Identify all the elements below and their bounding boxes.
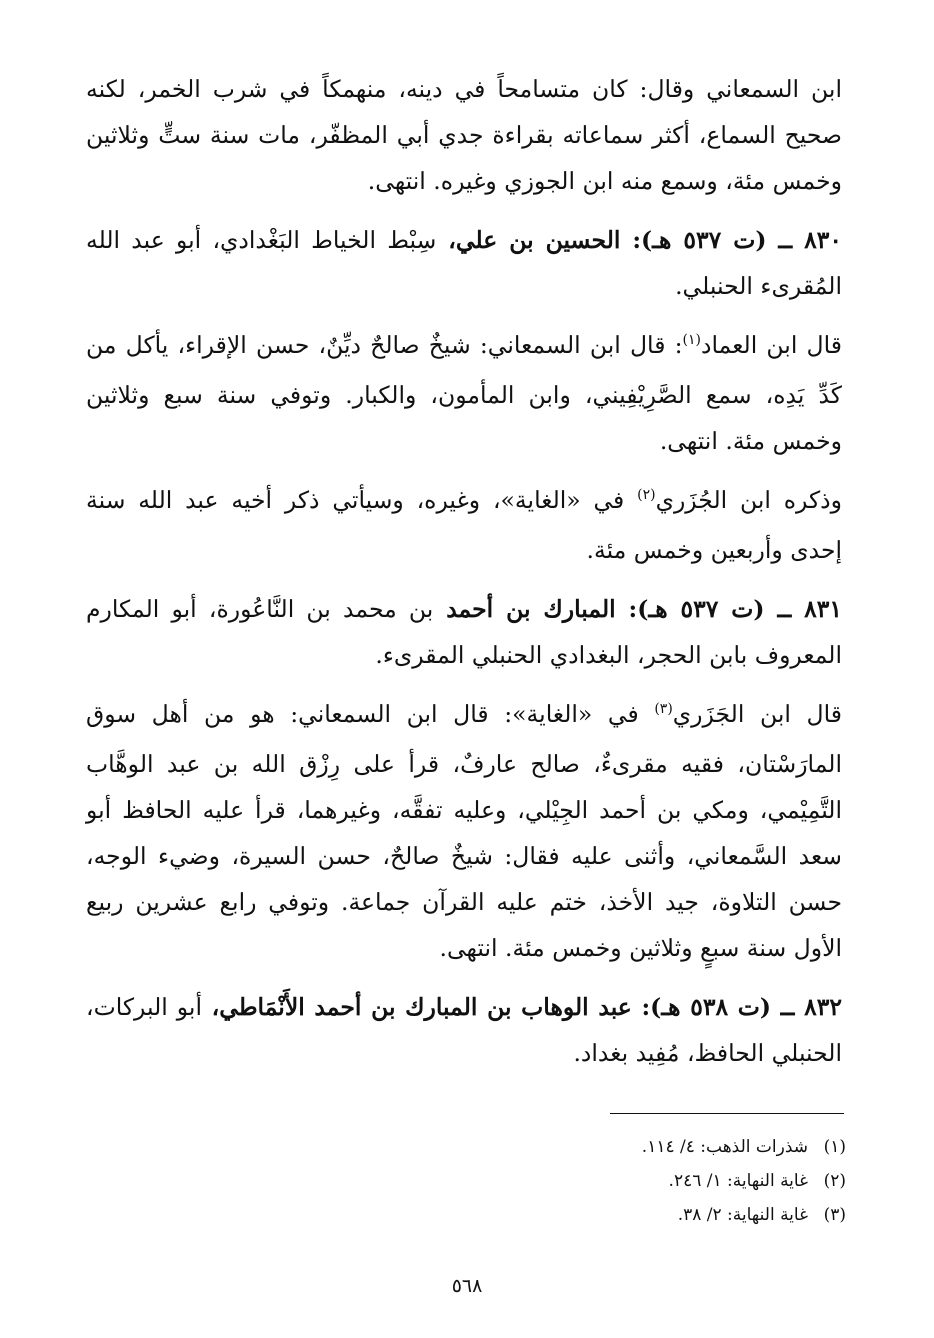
footnote-number: (٢) [823,1171,846,1191]
footnote-1 [446,1130,846,1164]
footnote-number: (١) [823,1137,846,1157]
entry-heading: ٨٣٠ ــ (ت ٥٣٧ هـ): الحسين بن علي، [436,226,843,254]
paragraph-text: في «الغاية»، وغيره، وسيأتي ذكر أخيه عبد الله سنة إحدى وأربعين وخمس مئة. [86,486,842,564]
footnote-reference: (١) [682,332,701,348]
paragraph-text: سِبْط الخياط البَغْدادي، أبو عبد الله المُقرىء الحنبلي. [86,226,842,300]
footnote-separator [610,1113,844,1114]
footnote-3 [446,1198,846,1232]
footnote-2 [446,1164,846,1198]
footnote-number: (٣) [823,1205,846,1225]
paragraph-p2 [86,217,842,309]
paragraph-text: قال ابن الجَزَري [672,700,842,728]
page-number: ٥٦٨ [451,1275,483,1297]
paragraph-p3 [86,322,842,464]
paragraph-text: وذكره ابن الجُزَري [655,486,842,514]
paragraph-text: ابن السمعاني وقال: كان متسامحاً في دينه، منهمكاً في شرب الخمر، لكنه صحيح السماع، أكثر سماعاته بقراءة جدي أبي المظفّر، مات سنة ستٍّ وثلاثين وخمس مئة، وسمع منه ابن الجوزي وغيره. انتهى. [86,75,842,195]
paragraph-text: : قال ابن السمعاني: شيخٌ صالحٌ ديِّنٌ، حسن الإقراء، يأكل من كَدِّ يَدِه، سمع الصَّرِيْفِيني، وابن المأمون، والكبار. وتوفي سنة سبع وثلاثين وخمس مئة. انتهى. [86,331,842,455]
paragraph-p7 [86,984,842,1076]
entry-heading: ٨٣٢ ــ (ت ٥٣٨ هـ): عبد الوهاب بن المبارك بن أحمد الأَنْمَاطي، [201,993,842,1021]
paragraph-p6 [86,691,842,971]
paragraph-p4 [86,477,842,573]
footnotes [446,1130,846,1232]
paragraph-p5 [86,586,842,678]
footnote-reference: (٣) [654,701,673,717]
main-text [86,66,842,1089]
paragraph-text: أبو البركات، الحنبلي الحافظ، مُفِيد بغداد. [86,993,842,1067]
footnote-text: غاية النهاية: ٢/ ٣٨. [677,1205,808,1225]
paragraph-text: في «الغاية»: قال ابن السمعاني: هو من أهل سوق المارَسْتان، فقيه مقرىءٌ، صالح عارفٌ، قرأ على رِزْق الله بن عبد الوهَّاب التَّمِيْمي، ومكي بن أحمد الجِيْلي، وعليه تفقَّه، وغيرهما، قرأ عليه الحافظ أبو سعد السَّمعاني، وأثنى عليه فقال: شيخٌ صالحٌ، حسن السيرة، وضيء الوجه، حسن التلاوة، جيد الأخذ، ختم عليه القرآن جماعة. وتوفي رابع عشرين ربيع الأول سنة سبعٍ وثلاثين وخمس مئة. انتهى. [86,700,842,962]
footnote-text: غاية النهاية: ١/ ٢٤٦. [668,1171,808,1191]
paragraph-p1 [86,66,842,204]
footnote-reference: (٢) [637,487,656,503]
entry-heading: ٨٣١ ــ (ت ٥٣٧ هـ): المبارك بن أحمد [433,595,842,623]
footnote-text: شذرات الذهب: ٤/ ١١٤. [641,1137,808,1157]
paragraph-text: بن محمد بن النَّاعُورة، أبو المكارم المعروف بابن الحجر، البغدادي الحنبلي المقرىء. [86,595,842,669]
paragraph-text: قال ابن العماد [701,331,842,359]
